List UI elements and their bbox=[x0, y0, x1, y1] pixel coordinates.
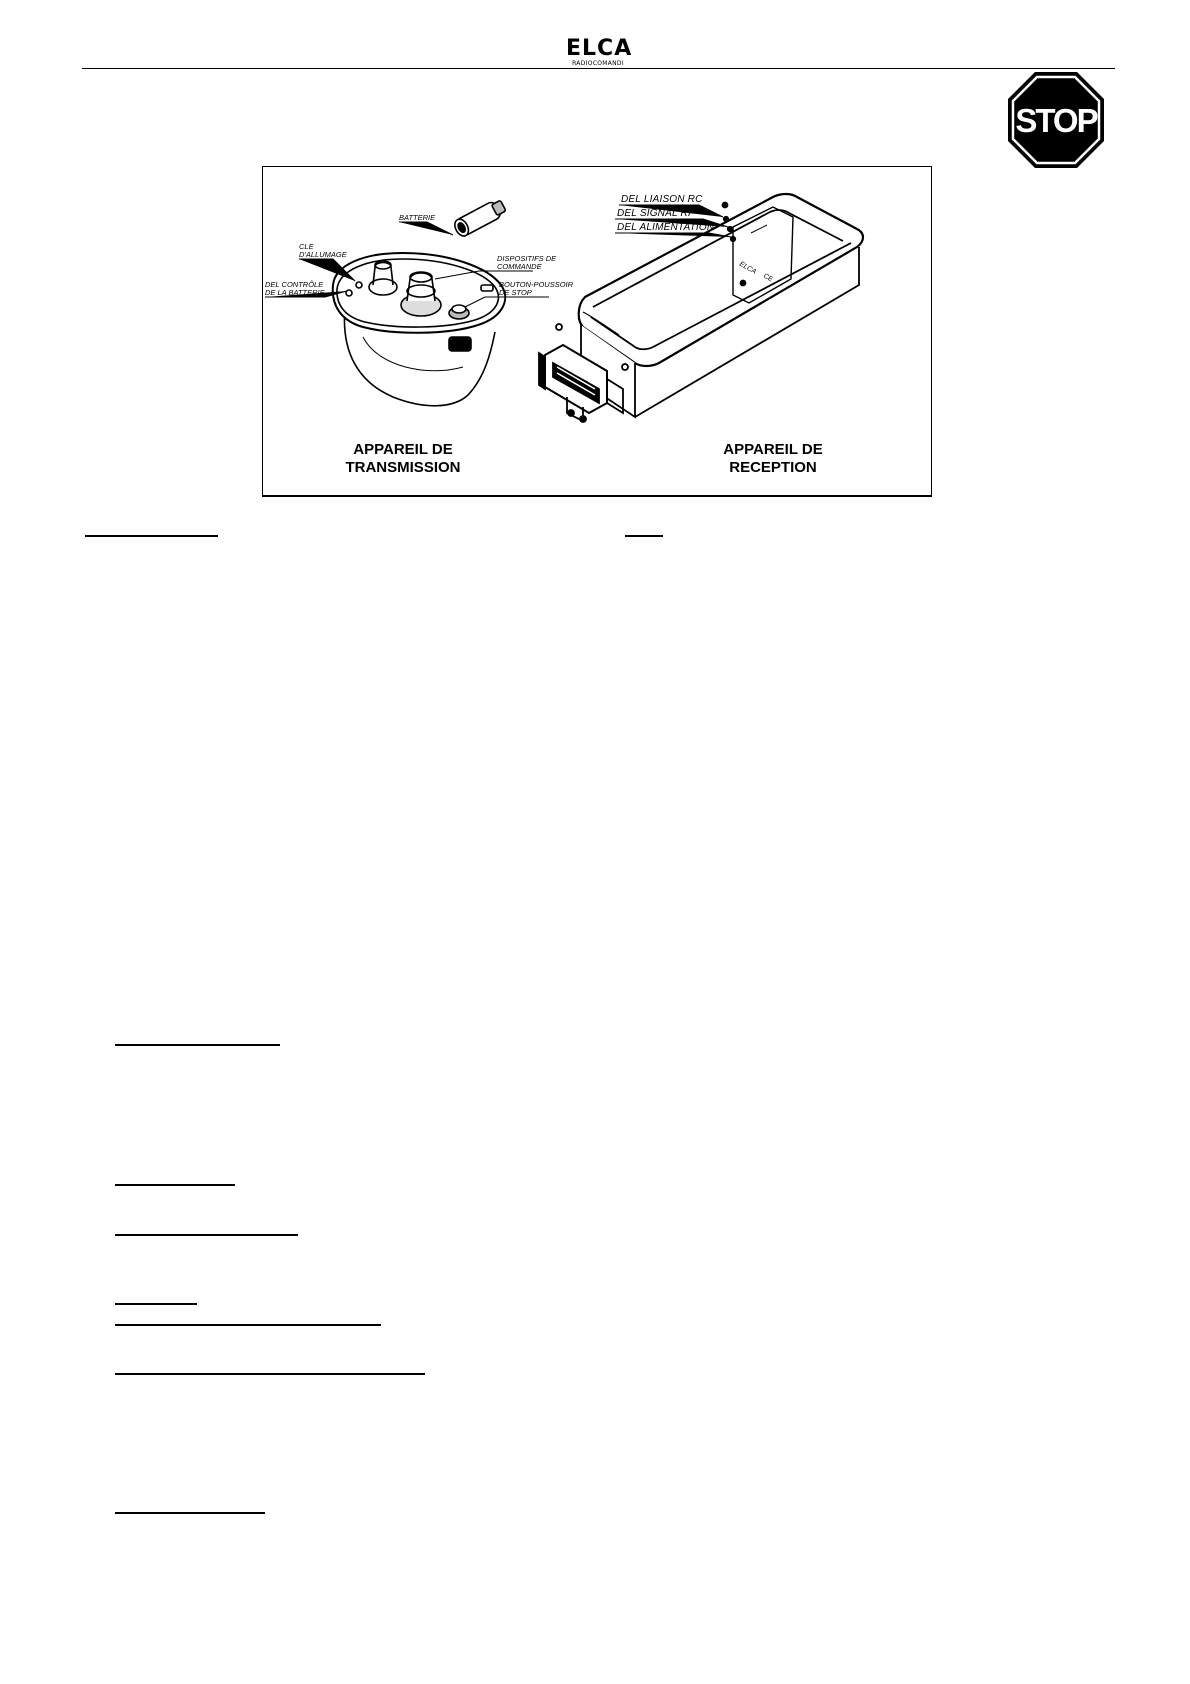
equipment-figure bbox=[262, 166, 932, 496]
heading-rule-2 bbox=[115, 1184, 235, 1186]
callout-stop-button: BOUTON-POUSSOIR DE STOP bbox=[499, 280, 574, 297]
callout-ignition-key: CLE D'ALLUMAGE bbox=[299, 242, 347, 259]
callout-controls: DISPOSITIFS DE COMMANDE bbox=[497, 254, 557, 271]
heading-rule-right bbox=[625, 535, 663, 537]
callout-rf-led: DEL SIGNAL RF bbox=[617, 208, 695, 219]
caption-transmitter: APPAREIL DE TRANSMISSION bbox=[345, 441, 461, 476]
callout-link-led: DEL LIAISON RC bbox=[621, 194, 703, 205]
ce-mark-label: CE bbox=[762, 272, 774, 284]
transmitter-drawing bbox=[333, 198, 508, 406]
logo-subtitle: RADIOCOMANDI bbox=[572, 60, 624, 67]
header-logo bbox=[566, 36, 633, 67]
heading-rule-6 bbox=[115, 1373, 425, 1375]
header-divider bbox=[82, 68, 1115, 69]
stop-sign-icon bbox=[1006, 70, 1106, 170]
callout-battery: BATTERIE bbox=[399, 213, 436, 222]
stop-sign-label: STOP bbox=[1015, 102, 1097, 139]
caption-receiver: APPAREIL DE RECEPTION bbox=[723, 441, 823, 476]
callout-battery-led: DEL CONTRÔLE DE LA BATTERIE bbox=[265, 280, 325, 297]
heading-rule-4 bbox=[115, 1303, 197, 1305]
receiver-brand-label: ELCA bbox=[738, 260, 758, 276]
heading-rule-1 bbox=[115, 1044, 280, 1046]
heading-rule-3 bbox=[115, 1234, 298, 1236]
figure-bottom-rule bbox=[262, 495, 932, 497]
callout-power-led: DEL ALIMENTATION bbox=[617, 222, 715, 233]
heading-rule-7 bbox=[115, 1512, 265, 1514]
heading-rule-5 bbox=[115, 1324, 381, 1326]
heading-rule-left bbox=[85, 535, 218, 537]
logo-text: ELCA bbox=[566, 36, 633, 61]
